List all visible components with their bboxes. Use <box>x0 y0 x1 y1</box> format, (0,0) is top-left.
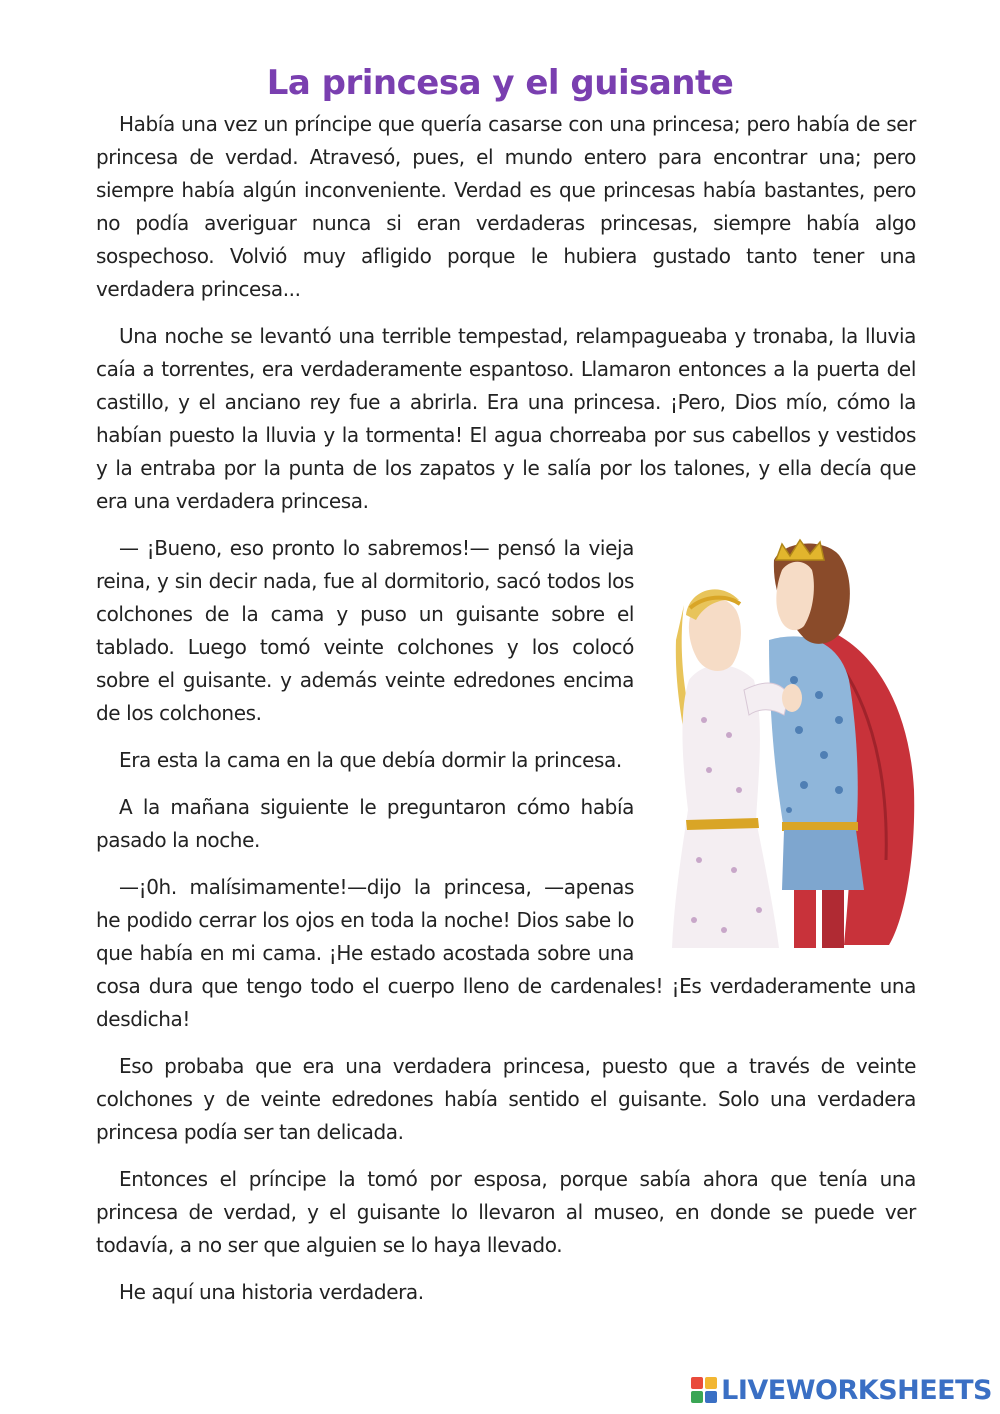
paragraph-3: — ¡Bueno, eso pronto lo sabremos!— pensó la vieja reina, y sin decir nada, fue al dormitorio, sacó todos los colchones de la cama y puso un guisante sobre el tablado. Luego tomó veinte colchones y los colocó sobre el guisante. y además veinte edredones encima de los colchones. <box>96 536 634 725</box>
paragraph-1: Había una vez un príncipe que quería casarse con una princesa; pero había de ser princesa de verdad. Atravesó, pues, el mundo entero para encontrar una; pero siempre había algún inconveniente. Verdad es que princesas había bastantes, pero no podía averiguar nunca si eran verdaderas princesas, siempre había algo sospechoso. Volvió muy afligido porque le hubiera gustado tanto tener una verdadera princesa... <box>96 112 916 301</box>
prince-crown <box>776 540 824 560</box>
paragraph-5: A la mañana siguiente le preguntaron cómo había pasado la noche. <box>96 795 634 852</box>
paragraph-2: Una noche se levantó una terrible tempestad, relampagueaba y tronaba, la lluvia caía a torrentes, era verdaderamente espantoso. Llamaron entonces a la puerta del castillo, y el anciano rey fue a abrirla. Era una princesa. ¡Pero, Dios mío, cómo la habían puesto la lluvia y la tormenta! El agua chorreaba por sus cabellos y vestidos y la entraba por la punta de los zapatos y le salía por los talones, y ella decía que era una verdadera princesa. <box>96 324 916 513</box>
prince-princess-illustration <box>664 530 916 948</box>
paragraph-4: Era esta la cama en la que debía dormir la princesa. <box>119 748 622 772</box>
prince-belt <box>782 822 858 831</box>
story-text <box>96 108 916 1323</box>
page-title: La princesa y el guisante <box>266 62 734 103</box>
paragraph-9: He aquí una historia verdadera. <box>119 1280 424 1304</box>
logo-grid-icon <box>691 1377 717 1403</box>
paragraph-6: —¡0h. malísimamente!—dijo la princesa, —apenas he podido cerrar los ojos en toda la noche! Dios sabe lo que había en mi cama. ¡He estado acostada sobre una cosa dura que tengo todo el cuerpo lleno de cardenales! ¡Es verdaderamente una desdicha! <box>96 875 916 1031</box>
liveworksheets-logo[interactable] <box>691 1370 992 1410</box>
paragraph-8: Entonces el príncipe la tomó por esposa, porque sabía ahora que tenía una princesa de verdad, y el guisante lo llevaron al museo, en donde se puede ver todavía, a no ser que alguien se lo haya llevado. <box>96 1167 916 1257</box>
paragraph-7: Eso probaba que era una verdadera princesa, puesto que a través de veinte colchones y de veinte edredones había sentido el guisante. Solo una verdadera princesa podía ser tan delicada. <box>96 1054 916 1144</box>
logo-text: LIVEWORKSHEETS <box>721 1374 992 1406</box>
